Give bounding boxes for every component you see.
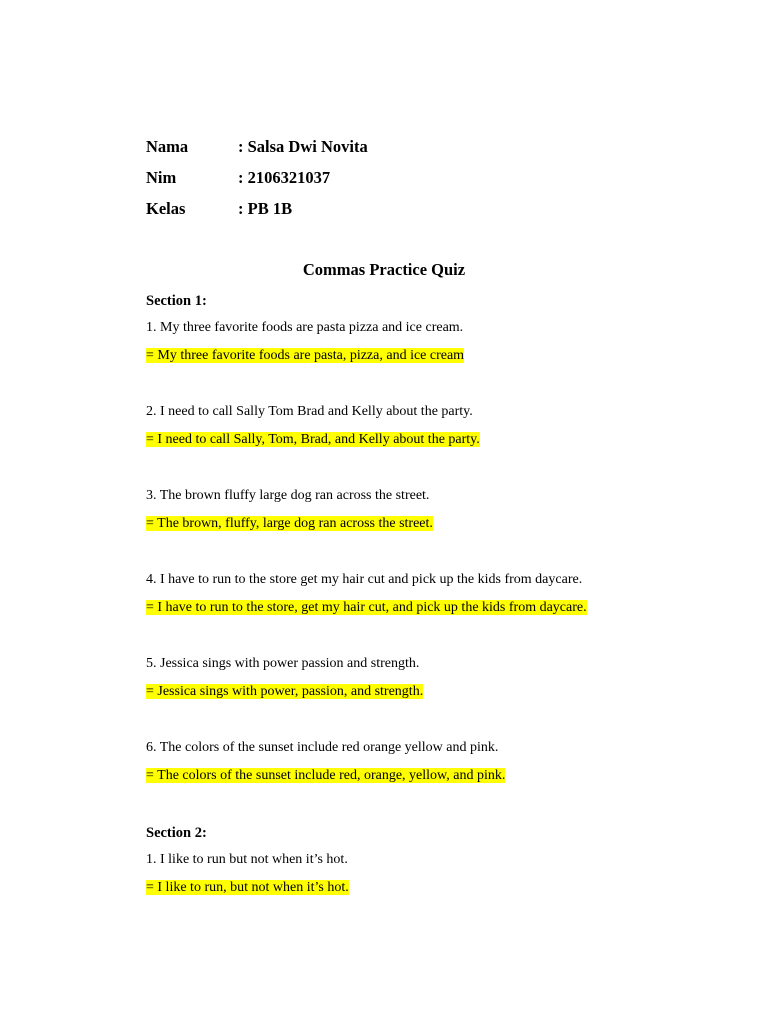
identity-label: Nama xyxy=(146,137,189,156)
question-text: 1. I like to run but not when it’s hot. xyxy=(146,852,348,867)
answer-line xyxy=(146,878,706,906)
quiz-content xyxy=(146,290,706,906)
blank-line xyxy=(146,710,706,738)
identity-value: : PB 1B xyxy=(238,199,293,218)
question-text: 6. The colors of the sunset include red orange yellow and pink. xyxy=(146,740,499,755)
blank-line xyxy=(146,458,706,486)
identity-row-class xyxy=(146,199,368,230)
highlighted-answer: = The colors of the sunset include red, orange, yellow, and pink. xyxy=(146,768,506,783)
highlighted-answer: = I like to run, but not when it’s hot. xyxy=(146,880,349,895)
blank-line xyxy=(146,626,706,654)
answer-line xyxy=(146,598,706,626)
student-identity-block xyxy=(146,137,368,230)
highlighted-answer: = My three favorite foods are pasta, pizza, and ice cream xyxy=(146,348,465,363)
blank-line xyxy=(146,374,706,402)
identity-value: : 2106321037 xyxy=(238,168,331,187)
answer-line xyxy=(146,430,706,458)
answer-line xyxy=(146,346,706,374)
answer-line xyxy=(146,766,706,794)
identity-row-nim xyxy=(146,168,368,199)
section-heading: Section 2: xyxy=(146,825,207,841)
answer-line xyxy=(146,514,706,542)
blank-line xyxy=(146,794,706,822)
highlighted-answer: = I have to run to the store, get my hair cut, and pick up the kids from daycare. xyxy=(146,600,587,615)
question-text: 4. I have to run to the store get my hair cut and pick up the kids from daycare. xyxy=(146,572,583,587)
identity-row-name xyxy=(146,137,368,168)
section-heading: Section 1: xyxy=(146,293,207,309)
highlighted-answer: = I need to call Sally, Tom, Brad, and Kelly about the party. xyxy=(146,432,480,447)
document-title: Commas Practice Quiz xyxy=(302,260,466,279)
question-text: 1. My three favorite foods are pasta pizza and ice cream. xyxy=(146,320,464,335)
identity-label: Kelas xyxy=(146,199,186,218)
highlighted-answer: = The brown, fluffy, large dog ran across the street. xyxy=(146,516,433,531)
question-text: 3. The brown fluffy large dog ran across the street. xyxy=(146,488,430,503)
question-text: 2. I need to call Sally Tom Brad and Kelly about the party. xyxy=(146,404,473,419)
blank-line xyxy=(146,542,706,570)
question-text: 5. Jessica sings with power passion and strength. xyxy=(146,656,420,671)
identity-label: Nim xyxy=(146,168,177,187)
identity-value: : Salsa Dwi Novita xyxy=(238,137,368,156)
highlighted-answer: = Jessica sings with power, passion, and strength. xyxy=(146,684,424,699)
answer-line xyxy=(146,682,706,710)
